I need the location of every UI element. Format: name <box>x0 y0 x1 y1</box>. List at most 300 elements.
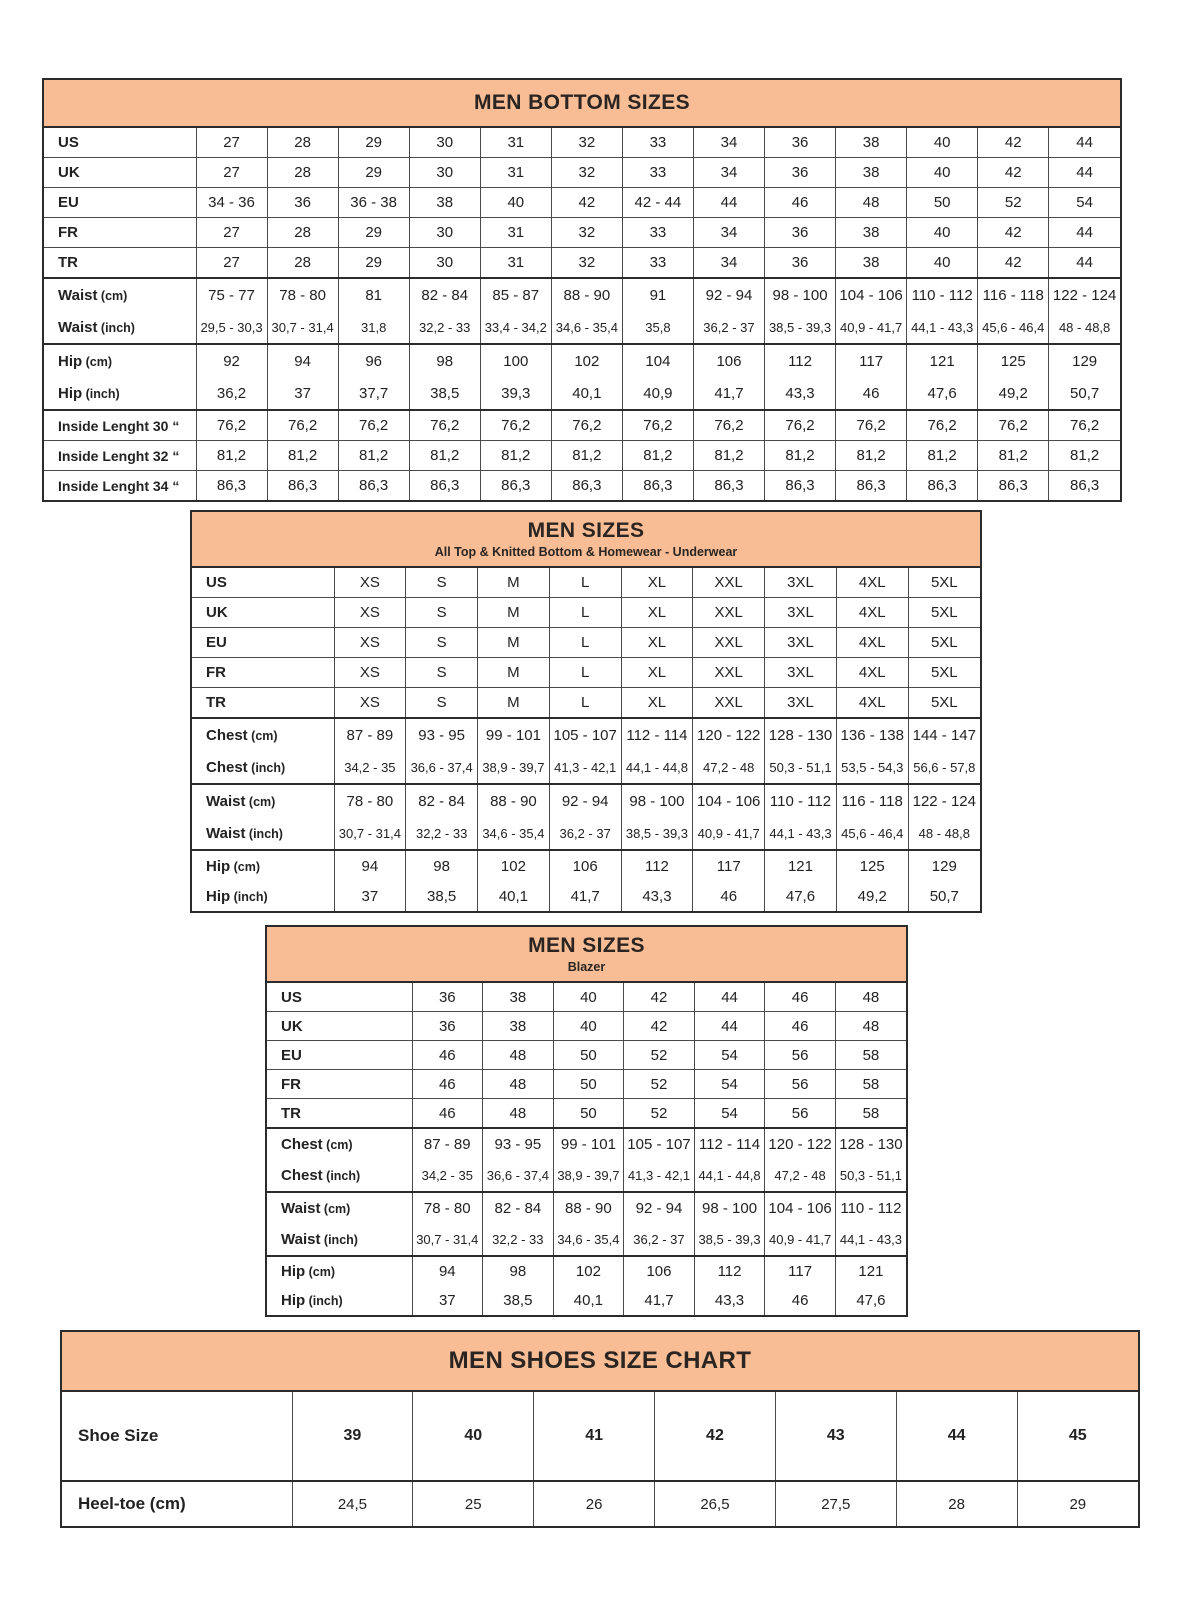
row-label: EU <box>267 1041 412 1070</box>
table-row <box>192 881 980 911</box>
size-cell: 86,3 <box>338 471 409 501</box>
size-cell: 41,7 <box>549 881 621 911</box>
size-cell: L <box>549 598 621 628</box>
size-cell: 35,8 <box>622 311 693 344</box>
row-label: Waist (cm) <box>192 784 334 817</box>
table-row <box>44 441 1120 471</box>
size-cell: 31 <box>480 128 551 158</box>
table-row <box>44 158 1120 188</box>
row-label-unit: (cm) <box>320 1202 351 1216</box>
table-row <box>267 1041 906 1070</box>
size-cell: 45 <box>1017 1392 1138 1481</box>
size-cell: 86,3 <box>622 471 693 501</box>
size-cell: 56 <box>765 1099 836 1129</box>
size-cell: S <box>406 688 478 719</box>
size-cell: 112 - 114 <box>621 718 693 751</box>
size-cell: 50,7 <box>1049 377 1120 410</box>
row-label-unit: (cm) <box>305 1265 336 1279</box>
row-label: UK <box>192 598 334 628</box>
row-label: Waist (inch) <box>58 318 135 336</box>
size-cell: 40 <box>553 983 624 1012</box>
table-row <box>192 688 980 719</box>
size-cell: 44 <box>693 188 764 218</box>
row-label: Hip (inch) <box>58 384 120 402</box>
table-subtitle: All Top & Knitted Bottom & Homewear - Underwear <box>434 544 738 559</box>
row-label-unit: (inch) <box>322 1169 361 1183</box>
size-cell: L <box>549 688 621 719</box>
size-cell: 82 - 84 <box>406 784 478 817</box>
size-cell: 42 <box>978 248 1049 279</box>
table-title: MEN BOTTOM SIZES <box>473 91 691 115</box>
size-cell: 34 - 36 <box>196 188 267 218</box>
row-label: Chest (cm) <box>192 718 334 751</box>
size-cell: 112 <box>765 344 836 377</box>
size-cell: XS <box>334 628 406 658</box>
size-cell: 38,9 - 39,7 <box>478 751 550 784</box>
table-row <box>44 471 1120 501</box>
size-cell: 98 - 100 <box>621 784 693 817</box>
size-cell: 75 - 77 <box>196 278 267 311</box>
size-cell: S <box>406 628 478 658</box>
size-cell: 46 <box>836 377 907 410</box>
size-cell: 30 <box>409 128 480 158</box>
size-cell: M <box>478 568 550 598</box>
size-cell: 30,7 - 31,4 <box>334 817 406 850</box>
size-cell: 42 <box>655 1392 776 1481</box>
size-cell: 40,9 <box>622 377 693 410</box>
size-cell: 34 <box>693 248 764 279</box>
size-cell: M <box>478 688 550 719</box>
size-cell: 81,2 <box>1049 441 1120 471</box>
size-cell: 43,3 <box>765 377 836 410</box>
size-cell: 86,3 <box>978 471 1049 501</box>
row-label-unit: (cm) <box>145 1494 186 1513</box>
size-cell: 112 <box>694 1256 765 1286</box>
size-cell: 116 - 118 <box>836 784 908 817</box>
size-cell: 86,3 <box>480 471 551 501</box>
size-cell: 37 <box>334 881 406 911</box>
size-cell: 38 <box>836 128 907 158</box>
table-title: MEN SIZES <box>527 519 645 543</box>
size-cell: 82 - 84 <box>483 1192 554 1224</box>
size-cell: 136 - 138 <box>836 718 908 751</box>
size-cell: L <box>549 628 621 658</box>
size-cell: 40,9 - 41,7 <box>693 817 765 850</box>
size-cell: 42 <box>551 188 622 218</box>
size-cell: 117 <box>836 344 907 377</box>
size-cell: 3XL <box>765 688 837 719</box>
size-cell: 85 - 87 <box>480 278 551 311</box>
row-label: UK <box>44 158 196 188</box>
size-cell: 44,1 - 43,3 <box>907 311 978 344</box>
size-cell: 34,6 - 35,4 <box>551 311 622 344</box>
table-row <box>192 598 980 628</box>
size-cell: 34 <box>693 218 764 248</box>
size-cell: 44,1 - 43,3 <box>835 1224 906 1256</box>
size-cell: 48 - 48,8 <box>1049 311 1120 344</box>
row-label: Heel-toe (cm) <box>62 1481 292 1526</box>
row-label: Hip (cm) <box>267 1256 412 1286</box>
size-cell: 36 <box>765 128 836 158</box>
size-cell: 52 <box>624 1041 695 1070</box>
table-row <box>44 128 1120 158</box>
table-row <box>44 248 1120 279</box>
size-cell: 28 <box>896 1481 1017 1526</box>
size-cell: 58 <box>835 1041 906 1070</box>
size-cell: XS <box>334 688 406 719</box>
size-cell: 45,6 - 46,4 <box>836 817 908 850</box>
size-cell: 104 - 106 <box>836 278 907 311</box>
size-cell: 53,5 - 54,3 <box>836 751 908 784</box>
size-cell: XL <box>621 628 693 658</box>
size-cell: 121 <box>907 344 978 377</box>
size-cell: 86,3 <box>409 471 480 501</box>
size-cell: 50 <box>553 1041 624 1070</box>
table-row <box>267 1192 906 1224</box>
size-cell: 24,5 <box>292 1481 413 1526</box>
size-cell: 36 <box>765 248 836 279</box>
size-cell: 46 <box>412 1070 483 1099</box>
size-cell: 128 - 130 <box>765 718 837 751</box>
size-cell: 128 - 130 <box>835 1128 906 1160</box>
size-cell: 44 <box>1049 218 1120 248</box>
size-cell: 98 <box>409 344 480 377</box>
size-cell: 40 <box>907 128 978 158</box>
size-cell: 94 <box>267 344 338 377</box>
size-cell: XXL <box>693 658 765 688</box>
size-cell: 42 <box>624 1012 695 1041</box>
size-cell: 47,2 - 48 <box>765 1160 836 1192</box>
row-label: Hip (cm) <box>44 344 196 377</box>
size-cell: 37 <box>412 1286 483 1315</box>
row-label: US <box>281 988 302 1006</box>
table-row <box>192 568 980 598</box>
row-label: Waist (cm) <box>267 1192 412 1224</box>
size-cell: 92 - 94 <box>693 278 764 311</box>
size-cell: 76,2 <box>836 410 907 441</box>
size-cell: 4XL <box>836 658 908 688</box>
row-label: FR <box>192 658 334 688</box>
size-cell: 99 - 101 <box>553 1128 624 1160</box>
size-cell: 46 <box>765 1012 836 1041</box>
size-cell: 36,6 - 37,4 <box>406 751 478 784</box>
size-cell: 40 <box>480 188 551 218</box>
table-row <box>267 1286 906 1315</box>
size-cell: XS <box>334 658 406 688</box>
size-cell: 32 <box>551 248 622 279</box>
size-cell: 106 <box>549 850 621 881</box>
size-cell: 40 <box>553 1012 624 1041</box>
size-cell: 28 <box>267 248 338 279</box>
size-cell: 76,2 <box>1049 410 1120 441</box>
size-cell: 98 - 100 <box>765 278 836 311</box>
size-cell: 54 <box>1049 188 1120 218</box>
size-cell: 32 <box>551 128 622 158</box>
size-cell: 29 <box>338 128 409 158</box>
size-cell: 58 <box>835 1099 906 1129</box>
size-cell: 40,1 <box>553 1286 624 1315</box>
size-cell: 34,2 - 35 <box>412 1160 483 1192</box>
table-row <box>267 1160 906 1192</box>
size-cell: 44 <box>694 983 765 1012</box>
size-cell: 86,3 <box>196 471 267 501</box>
size-cell: 129 <box>908 850 980 881</box>
size-cell: 41,7 <box>693 377 764 410</box>
table-row <box>44 344 1120 377</box>
size-cell: 102 <box>553 1256 624 1286</box>
size-cell: 5XL <box>908 688 980 719</box>
size-cell: 92 <box>196 344 267 377</box>
size-cell: 76,2 <box>551 410 622 441</box>
men-bottom-sizes-table <box>42 78 1122 502</box>
size-cell: 52 <box>978 188 1049 218</box>
size-cell: 38 <box>836 158 907 188</box>
size-cell: 3XL <box>765 598 837 628</box>
size-cell: 48 <box>836 188 907 218</box>
table-row <box>192 718 980 751</box>
table-row <box>44 218 1120 248</box>
size-cell: 33 <box>622 248 693 279</box>
size-cell: 105 - 107 <box>549 718 621 751</box>
size-cell: 29 <box>338 248 409 279</box>
size-cell: S <box>406 568 478 598</box>
size-cell: 52 <box>624 1099 695 1129</box>
size-cell: 27 <box>196 218 267 248</box>
size-cell: 32,2 - 33 <box>483 1224 554 1256</box>
size-cell: 86,3 <box>1049 471 1120 501</box>
table-row <box>62 1481 1138 1526</box>
size-cell: 39 <box>292 1392 413 1481</box>
row-label-unit: (inch) <box>245 826 283 841</box>
size-cell: 36 - 38 <box>338 188 409 218</box>
size-cell: M <box>478 658 550 688</box>
size-cell: 117 <box>765 1256 836 1286</box>
table-row <box>192 658 980 688</box>
size-cell: 31 <box>480 158 551 188</box>
size-cell: L <box>549 658 621 688</box>
size-cell: 4XL <box>836 598 908 628</box>
size-cell: 88 - 90 <box>553 1192 624 1224</box>
table-row <box>267 1099 906 1129</box>
size-cell: 36 <box>765 218 836 248</box>
size-cell: 86,3 <box>267 471 338 501</box>
size-cell: S <box>406 658 478 688</box>
size-cell: 36 <box>765 158 836 188</box>
size-cell: 76,2 <box>196 410 267 441</box>
row-label: UK <box>267 1012 412 1041</box>
size-cell: 50,7 <box>908 881 980 911</box>
size-cell: 120 - 122 <box>765 1128 836 1160</box>
size-cell: 4XL <box>836 688 908 719</box>
size-cell: 38 <box>836 248 907 279</box>
size-cell: 50 <box>553 1099 624 1129</box>
size-cell: XL <box>621 658 693 688</box>
size-cell: 42 <box>978 128 1049 158</box>
size-cell: 38,5 - 39,3 <box>694 1224 765 1256</box>
men-sizes-top-header <box>192 512 980 568</box>
size-cell: 104 - 106 <box>765 1192 836 1224</box>
size-cell: 78 - 80 <box>267 278 338 311</box>
size-cell: 46 <box>765 983 836 1012</box>
size-cell: 33 <box>622 128 693 158</box>
size-cell: 34 <box>693 158 764 188</box>
size-cell: 104 - 106 <box>693 784 765 817</box>
row-label-unit: (cm) <box>230 859 261 874</box>
size-cell: 28 <box>267 158 338 188</box>
size-cell: 4XL <box>836 628 908 658</box>
size-cell: 29,5 - 30,3 <box>196 311 267 344</box>
size-cell: 86,3 <box>907 471 978 501</box>
size-cell: 44 <box>1049 158 1120 188</box>
row-label: Waist (inch) <box>206 824 283 842</box>
row-label: Shoe Size <box>78 1426 159 1445</box>
size-cell: 43 <box>775 1392 896 1481</box>
row-label-unit: (cm) <box>82 354 113 369</box>
size-cell: 86,3 <box>693 471 764 501</box>
size-cell: 40 <box>907 248 978 279</box>
size-cell: 50 <box>907 188 978 218</box>
row-label-unit: (inch) <box>305 1294 343 1308</box>
size-cell: 49,2 <box>836 881 908 911</box>
size-cell: 105 - 107 <box>624 1128 695 1160</box>
size-cell: 81,2 <box>978 441 1049 471</box>
row-label-unit: (cm) <box>247 728 278 743</box>
men-sizes-top-table <box>190 510 982 913</box>
row-label: Hip (cm) <box>192 850 334 881</box>
size-cell: 47,6 <box>835 1286 906 1315</box>
size-cell: 46 <box>412 1041 483 1070</box>
size-cell: 81,2 <box>622 441 693 471</box>
size-cell: 98 - 100 <box>694 1192 765 1224</box>
row-label: Inside Lenght 32 “ <box>44 441 196 471</box>
table-row <box>44 410 1120 441</box>
size-cell: 116 - 118 <box>978 278 1049 311</box>
row-label-unit: (cm) <box>245 794 276 809</box>
size-cell: 86,3 <box>765 471 836 501</box>
size-cell: 38 <box>483 983 554 1012</box>
size-cell: 36 <box>412 1012 483 1041</box>
table-subtitle: Blazer <box>567 959 606 974</box>
size-cell: 27 <box>196 248 267 279</box>
size-cell: M <box>478 628 550 658</box>
size-cell: 46 <box>765 1286 836 1315</box>
size-cell: 56 <box>765 1070 836 1099</box>
size-cell: 44 <box>1049 248 1120 279</box>
row-label-unit: (cm) <box>97 288 128 303</box>
row-label-unit: (inch) <box>320 1233 358 1247</box>
size-cell: 76,2 <box>480 410 551 441</box>
row-label: Waist (inch) <box>281 1231 358 1248</box>
size-cell: 34 <box>693 128 764 158</box>
size-cell: 38 <box>483 1012 554 1041</box>
size-cell: 81,2 <box>693 441 764 471</box>
size-cell: 27 <box>196 158 267 188</box>
size-table <box>192 568 980 911</box>
size-cell: 106 <box>624 1256 695 1286</box>
size-cell: 94 <box>412 1256 483 1286</box>
size-cell: 87 - 89 <box>412 1128 483 1160</box>
table-row <box>192 850 980 881</box>
size-cell: 58 <box>835 1070 906 1099</box>
size-cell: 38,5 - 39,3 <box>765 311 836 344</box>
size-cell: 125 <box>836 850 908 881</box>
size-cell: 99 - 101 <box>478 718 550 751</box>
size-cell: 102 <box>551 344 622 377</box>
size-cell: 38,5 - 39,3 <box>621 817 693 850</box>
size-cell: 86,3 <box>836 471 907 501</box>
size-cell: 27 <box>196 128 267 158</box>
size-cell: 36,6 - 37,4 <box>483 1160 554 1192</box>
row-label: Chest (inch) <box>206 758 286 776</box>
size-cell: 42 - 44 <box>622 188 693 218</box>
size-cell: 121 <box>835 1256 906 1286</box>
size-cell: 30 <box>409 248 480 279</box>
size-cell: 46 <box>765 188 836 218</box>
size-cell: 110 - 112 <box>907 278 978 311</box>
size-table <box>62 1392 1138 1526</box>
size-cell: 122 - 124 <box>1049 278 1120 311</box>
size-cell: 30,7 - 31,4 <box>267 311 338 344</box>
size-cell: 36,2 - 37 <box>693 311 764 344</box>
size-cell: 31 <box>480 218 551 248</box>
size-cell: 43,3 <box>694 1286 765 1315</box>
size-cell: 26,5 <box>655 1481 776 1526</box>
men-sizes-blazer-header <box>267 927 906 983</box>
table-row <box>267 1128 906 1160</box>
size-cell: 54 <box>694 1041 765 1070</box>
size-cell: 120 - 122 <box>693 718 765 751</box>
table-row <box>44 278 1120 311</box>
size-cell: 30,7 - 31,4 <box>412 1224 483 1256</box>
size-cell: 44 <box>694 1012 765 1041</box>
size-cell: 50 <box>553 1070 624 1099</box>
size-cell: 81 <box>338 278 409 311</box>
size-cell: 81,2 <box>551 441 622 471</box>
size-cell: 5XL <box>908 658 980 688</box>
size-cell: 76,2 <box>693 410 764 441</box>
table-row <box>192 817 980 850</box>
size-cell: 144 - 147 <box>908 718 980 751</box>
size-cell: 46 <box>693 881 765 911</box>
size-cell: 5XL <box>908 598 980 628</box>
size-cell: 41,7 <box>624 1286 695 1315</box>
size-cell: XS <box>334 598 406 628</box>
size-cell: 38,5 <box>409 377 480 410</box>
size-cell: 40 <box>907 158 978 188</box>
size-cell: 94 <box>334 850 406 881</box>
size-cell: 50,3 - 51,1 <box>765 751 837 784</box>
size-cell: 125 <box>978 344 1049 377</box>
row-label: Hip (inch) <box>206 887 268 905</box>
size-cell: 32 <box>551 158 622 188</box>
size-cell: 98 <box>483 1256 554 1286</box>
size-cell: 34,6 - 35,4 <box>478 817 550 850</box>
size-cell: 28 <box>267 128 338 158</box>
size-cell: 98 <box>406 850 478 881</box>
size-cell: XL <box>621 568 693 598</box>
size-cell: S <box>406 598 478 628</box>
size-cell: 52 <box>624 1070 695 1099</box>
size-cell: 29 <box>338 158 409 188</box>
size-cell: 44 <box>1049 128 1120 158</box>
size-cell: 81,2 <box>836 441 907 471</box>
size-cell: 47,6 <box>765 881 837 911</box>
size-cell: 48 <box>483 1070 554 1099</box>
size-cell: 117 <box>693 850 765 881</box>
size-cell: XXL <box>693 628 765 658</box>
size-cell: 48 <box>483 1099 554 1129</box>
table-row <box>267 983 906 1012</box>
